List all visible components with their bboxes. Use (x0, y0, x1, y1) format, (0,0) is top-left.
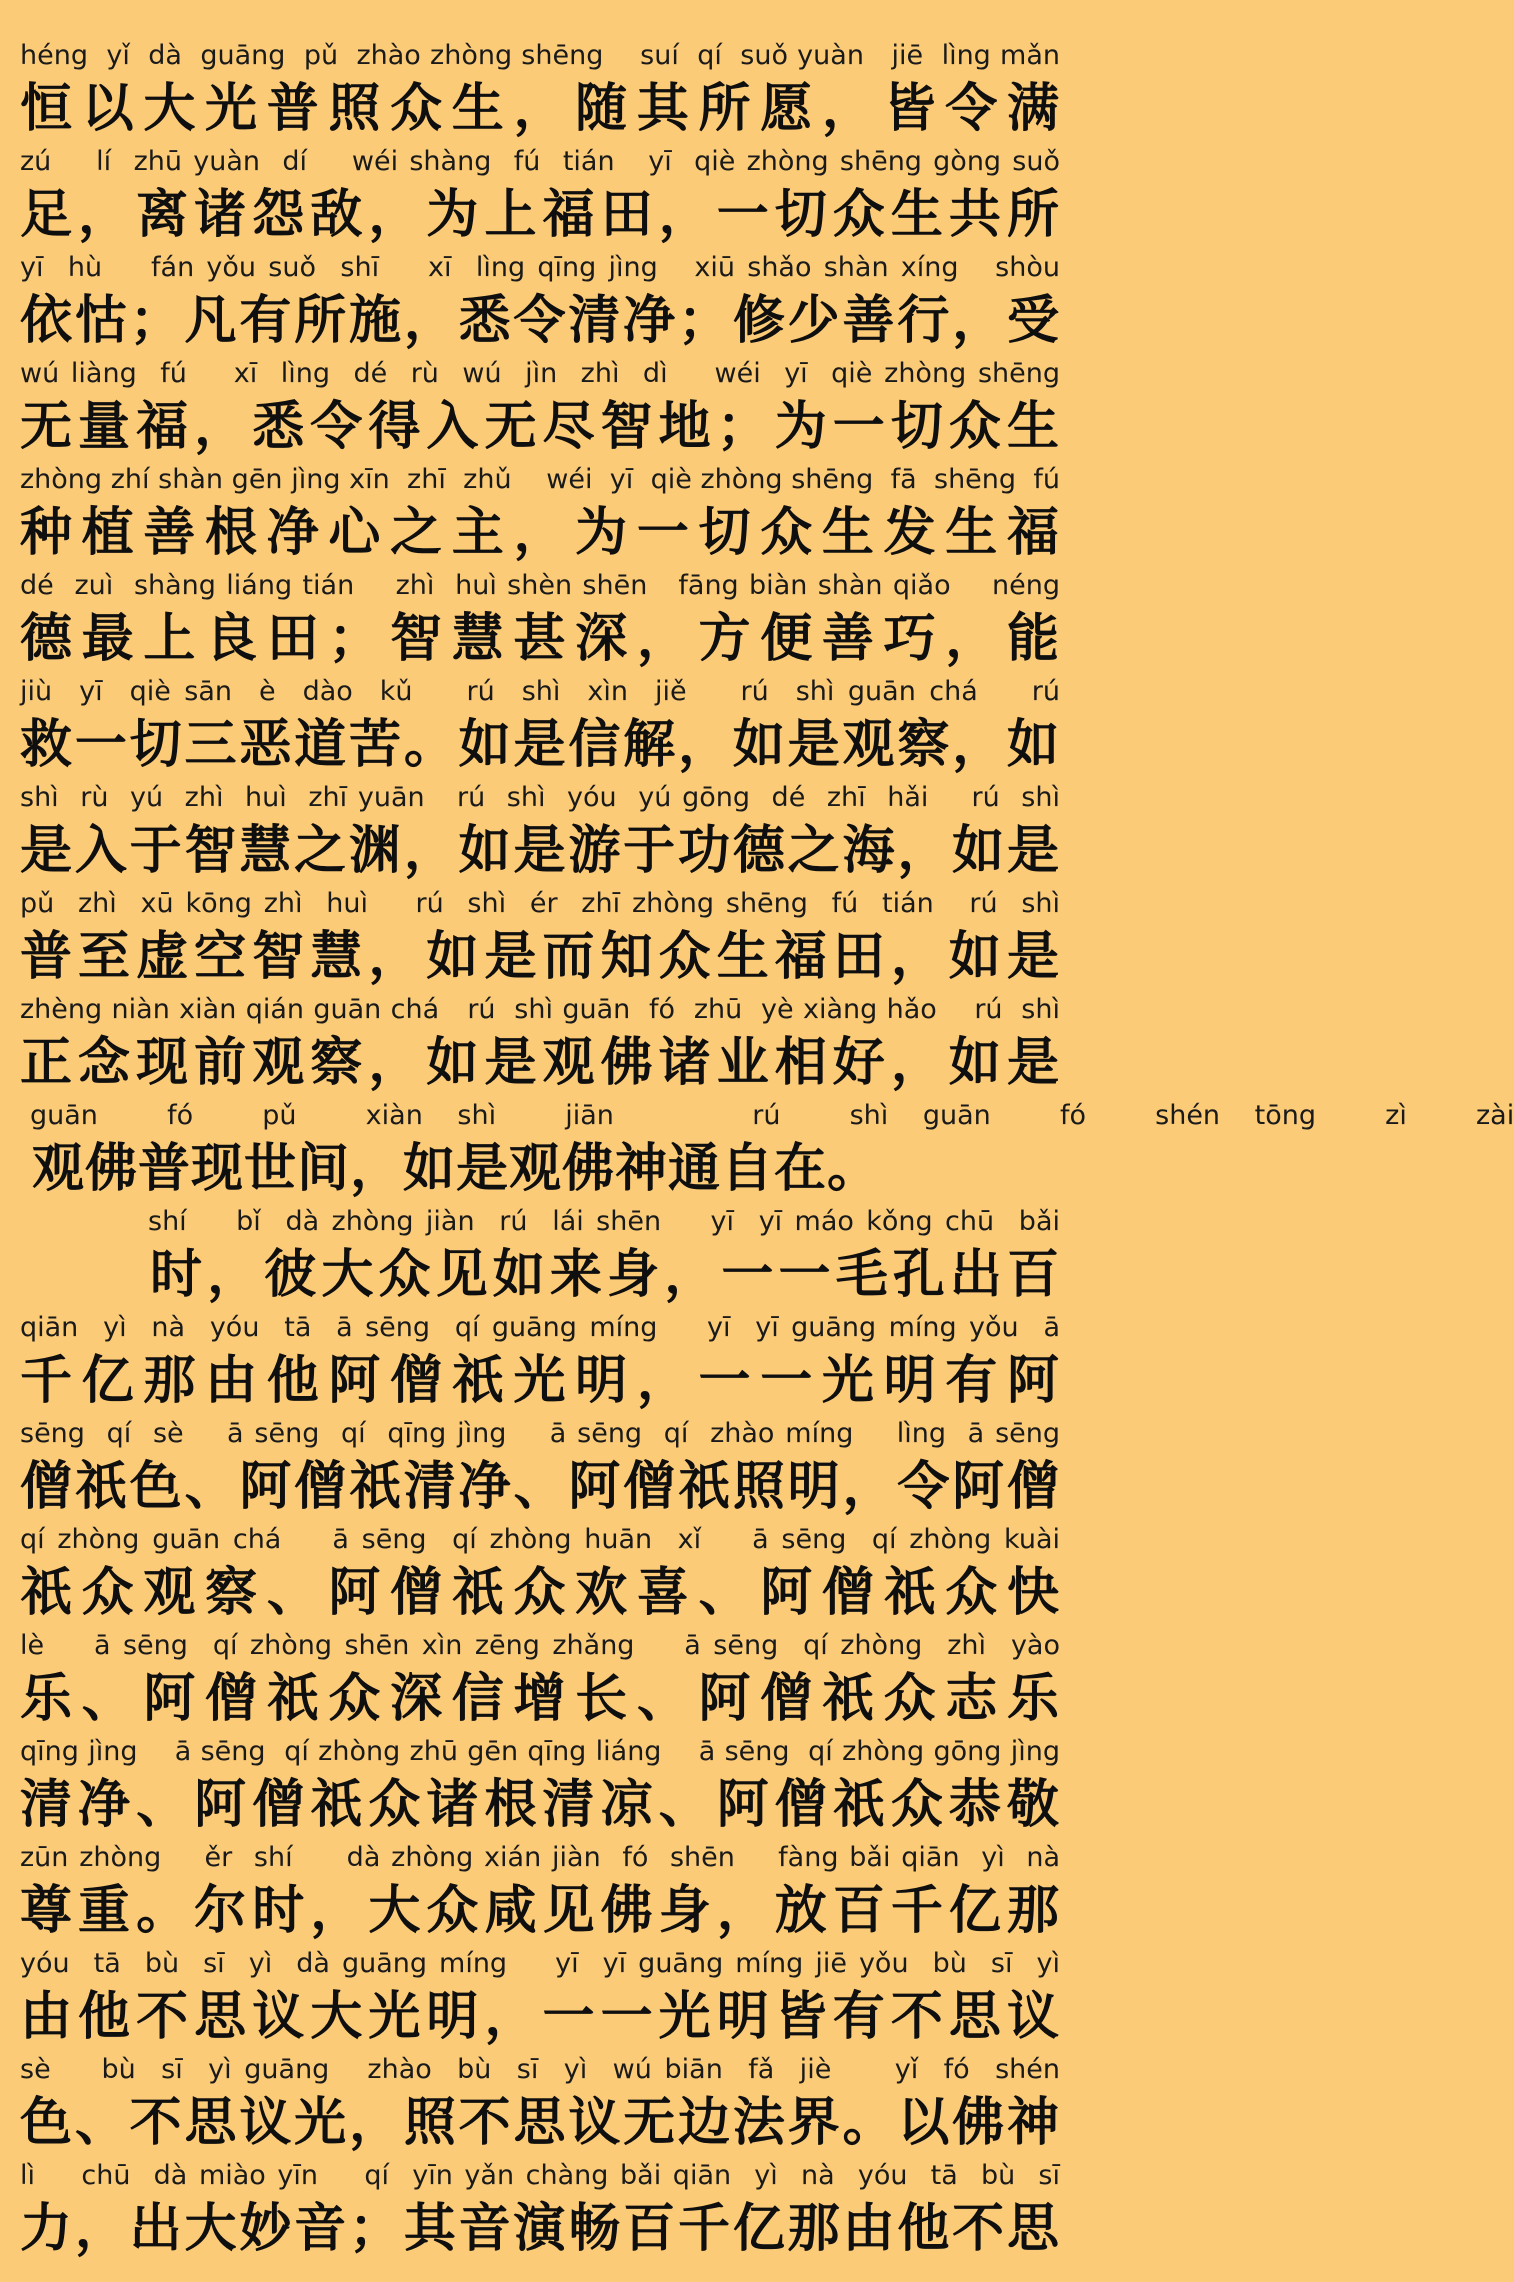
pinyin-line: dé zuì shàng liáng tián zhì huì shèn shēn fāng biàn shàn qiǎo néng (20, 570, 1060, 601)
pinyin-line: lè ā sēng qí zhòng shēn xìn zēng zhǎng ā sēng qí zhòng zhì yào (20, 1630, 1060, 1661)
pinyin-line: zhòng zhí shàn gēn jìng xīn zhī zhǔ wéi yī qiè zhòng shēng fā shēng fú (20, 464, 1060, 495)
pinyin-line: qí zhòng guān chá ā sēng qí zhòng huān xǐ ā sēng qí zhòng kuài (20, 1524, 1060, 1555)
text-line (0, 1098, 1514, 1204)
text-line (0, 1204, 1080, 1310)
hanzi-line: 乐、阿僧祇众深信增长、阿僧祇众志乐 (20, 1669, 1060, 1729)
pinyin-line: qiān yì nà yóu tā ā sēng qí guāng míng yī yī guāng míng yǒu ā (20, 1312, 1060, 1343)
pinyin-line: héng yǐ dà guāng pǔ zhào zhòng shēng suí qí suǒ yuàn jiē lìng mǎn (20, 40, 1060, 71)
pinyin-line: shí bǐ dà zhòng jiàn rú lái shēn yī yī máo kǒng chū bǎi (148, 1206, 1060, 1237)
text-line (0, 992, 1080, 1098)
pinyin-line: wú liàng fú xī lìng dé rù wú jìn zhì dì wéi yī qiè zhòng shēng (20, 358, 1060, 389)
pinyin-line: guān fó pǔ xiàn shì jiān rú shì guān fó shén tōng zì zài (30, 1100, 1514, 1131)
text-line (0, 144, 1080, 250)
hanzi-line: 足，离诸怨敌，为上福田，一切众生共所 (20, 185, 1060, 245)
text-line (0, 1416, 1080, 1522)
text-line (0, 2052, 1080, 2158)
text-line (0, 250, 1080, 356)
hanzi-line: 是入于智慧之渊，如是游于功德之海，如是 (20, 821, 1060, 881)
pinyin-line: pǔ zhì xū kōng zhì huì rú shì ér zhī zhòng shēng fú tián rú shì (20, 888, 1060, 919)
hanzi-line: 依怙；凡有所施，悉令清净；修少善行，受 (20, 291, 1060, 351)
pinyin-line: yóu tā bù sī yì dà guāng míng yī yī guāng míng jiē yǒu bù sī yì (20, 1948, 1060, 1979)
hanzi-line: 种植善根净心之主，为一切众生发生福 (20, 503, 1060, 563)
hanzi-line: 色、不思议光，照不思议无边法界。以佛神 (20, 2093, 1060, 2153)
pinyin-line: qīng jìng ā sēng qí zhòng zhū gēn qīng liáng ā sēng qí zhòng gōng jìng (20, 1736, 1060, 1767)
text-line (0, 568, 1080, 674)
text-line (0, 462, 1080, 568)
pinyin-line: jiù yī qiè sān è dào kǔ rú shì xìn jiě rú shì guān chá rú (20, 676, 1060, 707)
text-line (0, 780, 1080, 886)
text-line (0, 1310, 1080, 1416)
hanzi-line: 正念现前观察，如是观佛诸业相好，如是 (20, 1033, 1060, 1093)
hanzi-line: 恒以大光普照众生，随其所愿，皆令满 (20, 79, 1060, 139)
pinyin-line: shì rù yú zhì huì zhī yuān rú shì yóu yú gōng dé zhī hǎi rú shì (20, 782, 1060, 813)
hanzi-line: 僧祇色、阿僧祇清净、阿僧祇照明，令阿僧 (20, 1457, 1060, 1517)
text-line (0, 1628, 1080, 1734)
text-line (0, 1734, 1080, 1840)
hanzi-line: 祇众观察、阿僧祇众欢喜、阿僧祇众快 (20, 1563, 1060, 1623)
text-line (0, 38, 1080, 144)
pinyin-line: zūn zhòng ěr shí dà zhòng xián jiàn fó shēn fàng bǎi qiān yì nà (20, 1842, 1060, 1873)
pinyin-line: zú lí zhū yuàn dí wéi shàng fú tián yī qiè zhòng shēng gòng suǒ (20, 146, 1060, 177)
text-line (0, 674, 1080, 780)
pinyin-line: zhèng niàn xiàn qián guān chá rú shì guān fó zhū yè xiàng hǎo rú shì (20, 994, 1060, 1025)
text-line (0, 2158, 1080, 2264)
hanzi-line: 时，彼大众见如来身，一一毛孔出百 (150, 1245, 1060, 1305)
text-line (0, 356, 1080, 462)
hanzi-line: 千亿那由他阿僧祇光明，一一光明有阿 (20, 1351, 1060, 1411)
hanzi-line: 普至虚空智慧，如是而知众生福田，如是 (20, 927, 1060, 987)
pinyin-line: lì chū dà miào yīn qí yīn yǎn chàng bǎi qiān yì nà yóu tā bù sī (20, 2160, 1060, 2191)
text-line (0, 886, 1080, 992)
hanzi-line: 力，出大妙音；其音演畅百千亿那由他不思 (20, 2199, 1060, 2259)
hanzi-line: 无量福，悉令得入无尽智地；为一切众生 (20, 397, 1060, 457)
hanzi-line: 救一切三恶道苦。如是信解，如是观察，如 (20, 715, 1060, 775)
hanzi-line: 清净、阿僧祇众诸根清凉、阿僧祇众恭敬 (20, 1775, 1060, 1835)
pinyin-line: yī hù fán yǒu suǒ shī xī lìng qīng jìng xiū shǎo shàn xíng shòu (20, 252, 1060, 283)
text-line (0, 1946, 1080, 2052)
text-line (0, 1522, 1080, 1628)
hanzi-line: 观佛普现世间，如是观佛神通自在。 (32, 1139, 881, 1199)
pinyin-line: sè bù sī yì guāng zhào bù sī yì wú biān fǎ jiè yǐ fó shén (20, 2054, 1060, 2085)
hanzi-line: 德最上良田；智慧甚深，方便善巧，能 (20, 609, 1060, 669)
text-line (0, 1840, 1080, 1946)
hanzi-line: 由他不思议大光明，一一光明皆有不思议 (20, 1987, 1060, 2047)
pinyin-line: sēng qí sè ā sēng qí qīng jìng ā sēng qí zhào míng lìng ā sēng (20, 1418, 1060, 1449)
hanzi-line: 尊重。尔时，大众咸见佛身，放百千亿那 (20, 1881, 1060, 1941)
